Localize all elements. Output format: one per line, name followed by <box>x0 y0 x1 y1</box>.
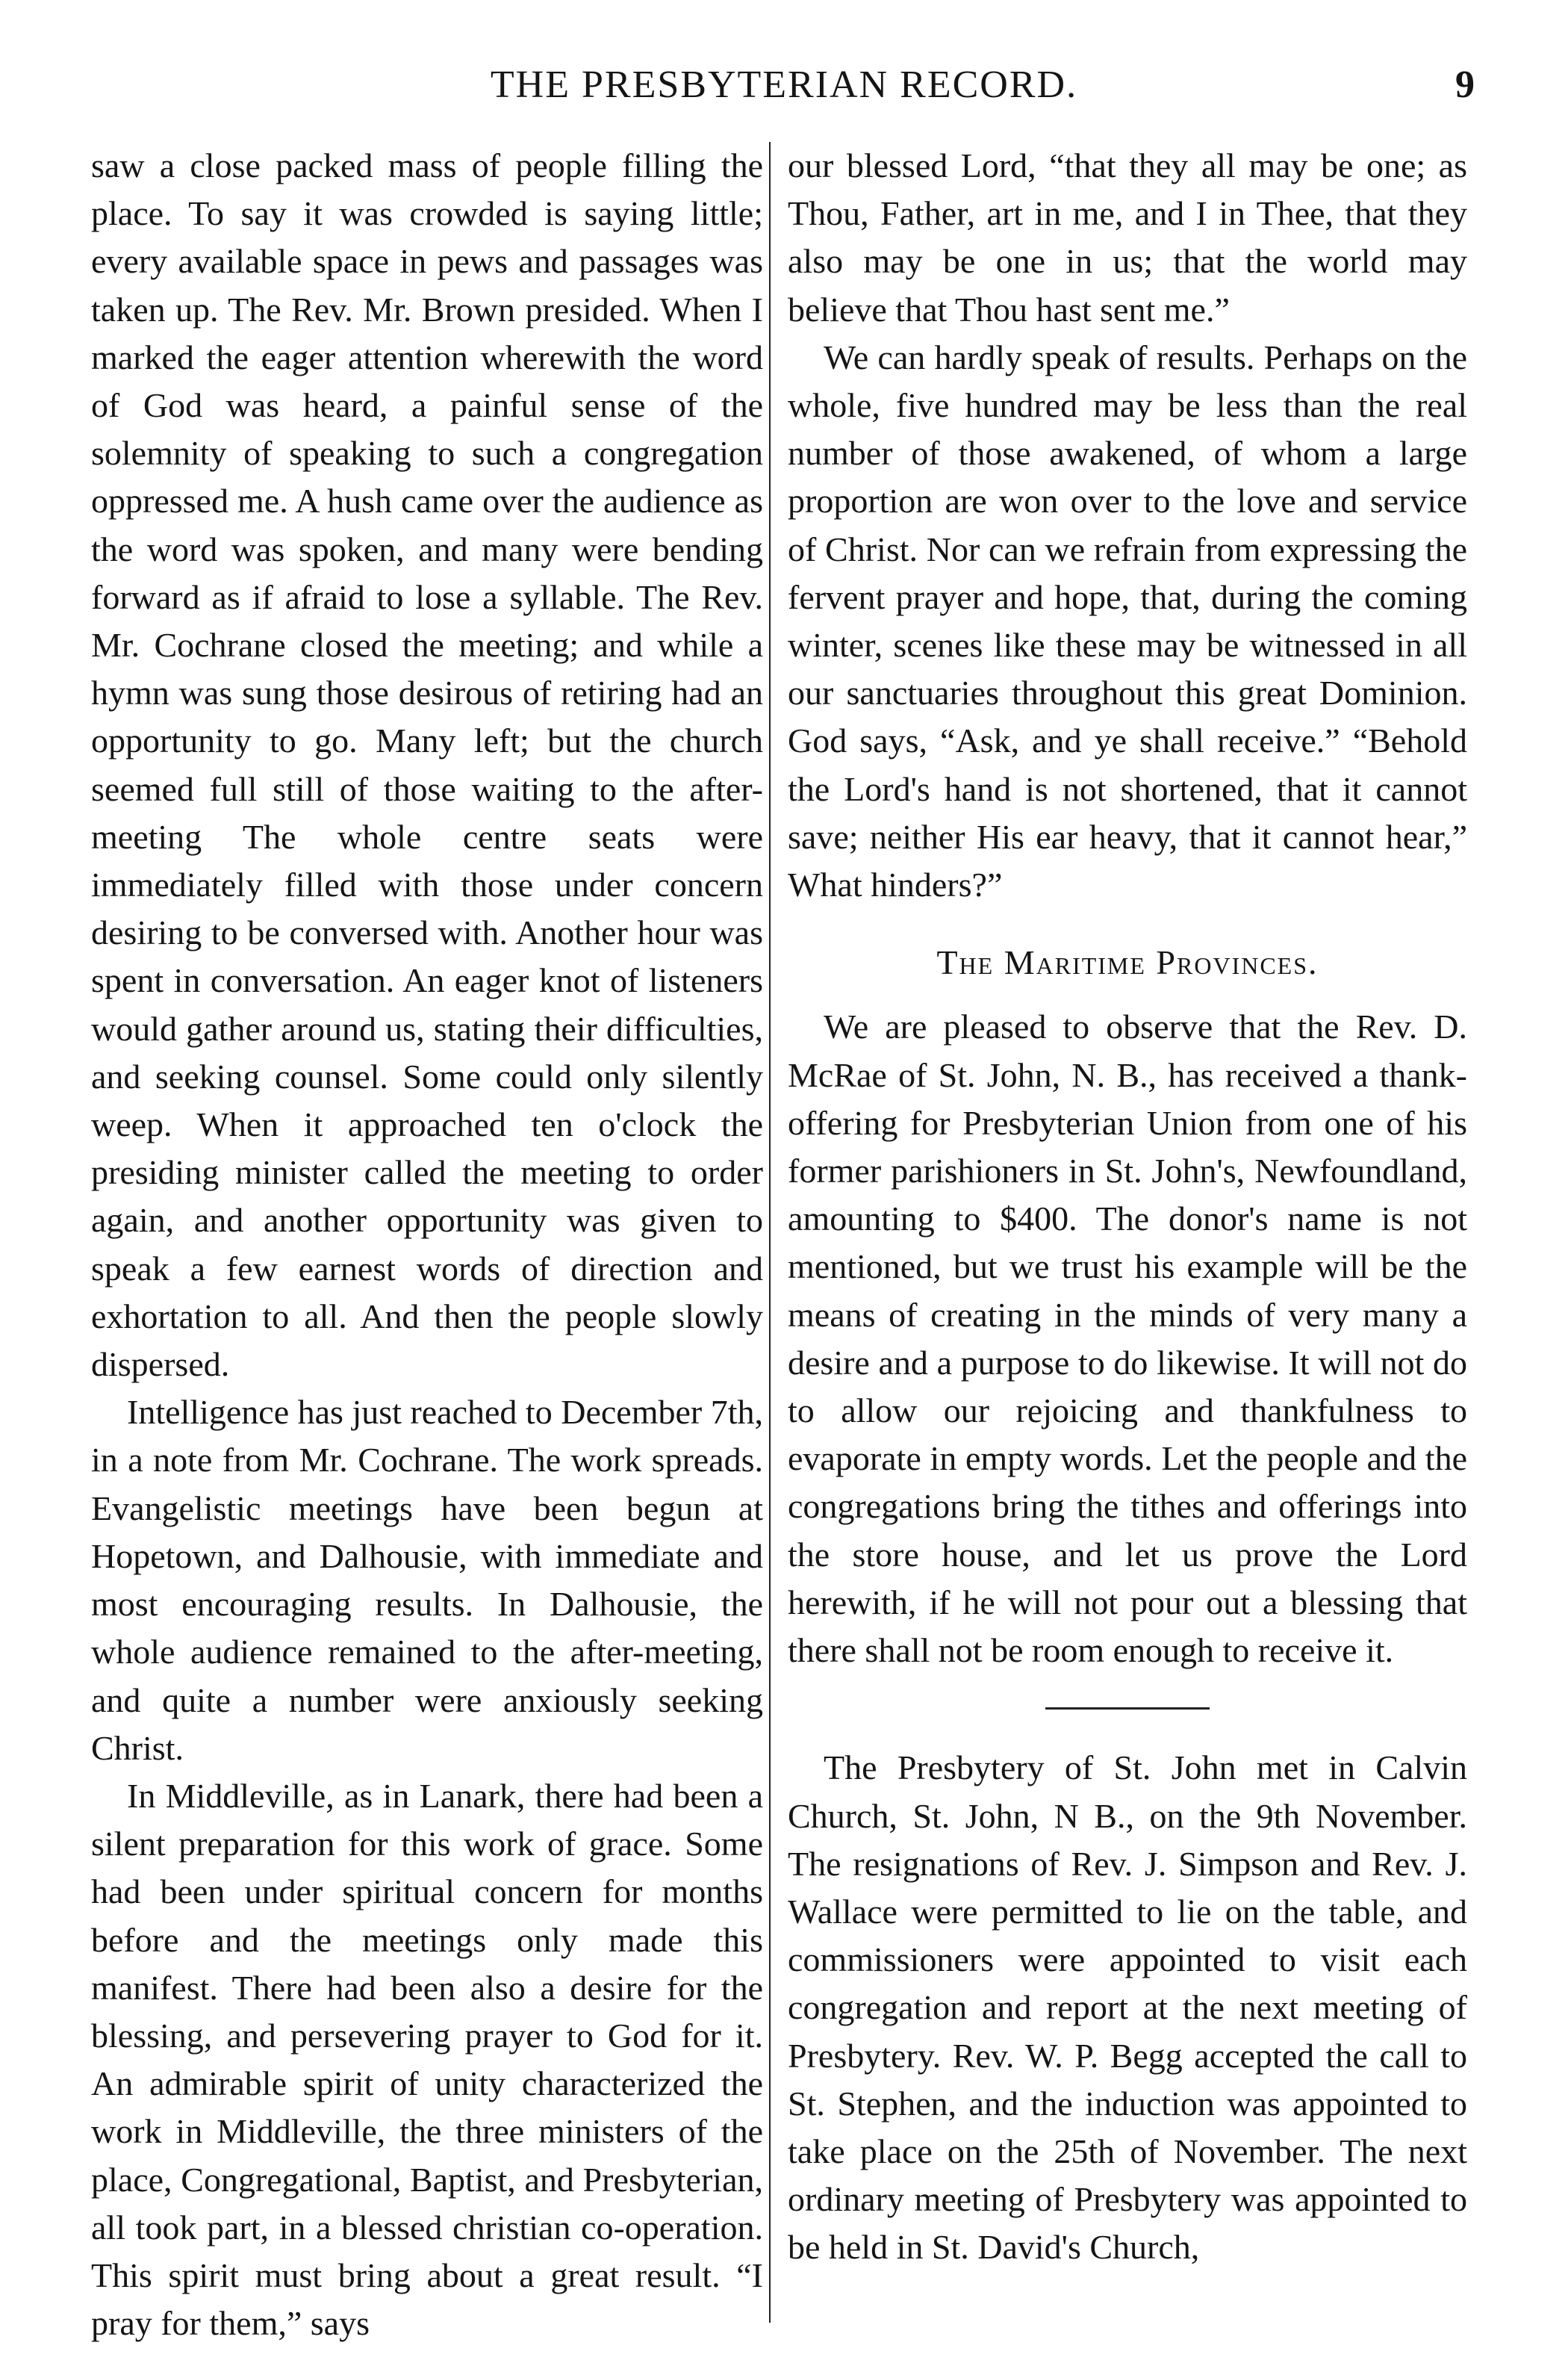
running-title: THE PRESBYTERIAN RECORD. <box>490 63 1078 106</box>
left-paragraph-2: Intelligence has just reached to December 7th, in a note from Mr. Cochrane. The work spreads. Evangelistic meetings have been begun at Hopetown, and Dalhousie, with immediate and most encouraging results. In Dalhousie, the whole audience remained to the after-meeting, and quite a number were anxiously seeking Christ. <box>91 1393 763 1767</box>
section-separator-rule <box>1045 1707 1210 1710</box>
left-paragraph-3: In Middleville, as in Lanark, there had been a silent preparation for this work of grace. Some had been under spiritual concern for months before and the meetings only made this manifest. There had been also a desire for the blessing, and persevering prayer to God for it. An admirable spirit of unity characterized the work in Middleville, the three ministers of the place, Congregational, Baptist, and Presbyterian, all took part, in a blessed christian co-operation. This spirit must bring about a great result. “I pray for them,” says <box>91 1776 763 2343</box>
left-column <box>91 142 763 2347</box>
section-heading: The Maritime Provinces. <box>936 943 1319 982</box>
right-paragraph-4: The Presbytery of St. John met in Calvin Church, St. John, N B., on the 9th November. The resignations of Rev. J. Simpson and Rev. J. Wallace were permitted to lie on the table, and commissioners were appointed to visit each congregation and report at the next meeting of Presbytery. Rev. W. P. Begg accepted the call to St. Stephen, and the induction was appointed to take place on the 25th of November. The next ordinary meeting of Presbytery was appointed to be held in St. David's Church, <box>788 1748 1467 2267</box>
page-header <box>0 63 1568 122</box>
column-divider <box>769 142 771 2323</box>
right-paragraph-3: We are pleased to observe that the Rev. D. McRae of St. John, N. B., has received a thank-offering for Presbyterian Union from one of his former parishioners in St. John's, Newfoundland, amounting to $400. The donor's name is not mentioned, but we trust his example will be the means of creating in the minds of very many a desire and a purpose to do likewise. It will not do to allow our rejoicing and thankfulness to evaporate in empty words. Let the people and the congregations bring the tithes and offerings into the store house, and let us prove the Lord herewith, if he will not pour out a blessing that there shall not be room enough to receive it. <box>788 1007 1467 1670</box>
page-number: 9 <box>1455 63 1475 106</box>
left-paragraph-1: saw a close packed mass of people filling the place. To say it was crowded is saying little; every available space in pews and passages was taken up. The Rev. Mr. Brown presided. When I marked the eager attention wherewith the word of God was heard, a painful sense of the solemnity of speaking to such a congregation oppressed me. A hush came over the audience as the word was spoken, and many were bending forward as if afraid to lose a syllable. The Rev. Mr. Cochrane closed the meeting; and while a hymn was sung those desirous of retiring had an opportunity to go. Many left; but the church seemed full still of those waiting to the after-meeting The whole centre seats were immediately filled with those under concern desiring to be conversed with. Another hour was spent in conversation. An eager knot of listeners would gather around us, stating their difficulties, and seeking counsel. Some could only silently weep. When it approached ten o'clock the presiding minister called the meeting to order again, and another opportunity was given to speak a few earnest words of direction and exhortation to all. And then the people slowly dispersed. <box>91 146 763 1384</box>
right-paragraph-1: our blessed Lord, “that they all may be one; as Thou, Father, art in me, and I in Thee, that they also may be one in us; that the world may believe that Thou hast sent me.” <box>788 146 1467 329</box>
right-paragraph-2: We can hardly speak of results. Perhaps on the whole, five hundred may be less than the real number of those awakened, of whom a large proportion are won over to the love and service of Christ. Nor can we refrain from expressing the fervent prayer and hope, that, during the coming winter, scenes like these may be witnessed in all our sanctuaries throughout this great Dominion. God says, “Ask, and ye shall receive.” “Behold the Lord's hand is not shortened, that it cannot save; neither His ear heavy, that it cannot hear,” What hinders?” <box>788 338 1467 904</box>
right-column <box>788 142 1467 2272</box>
